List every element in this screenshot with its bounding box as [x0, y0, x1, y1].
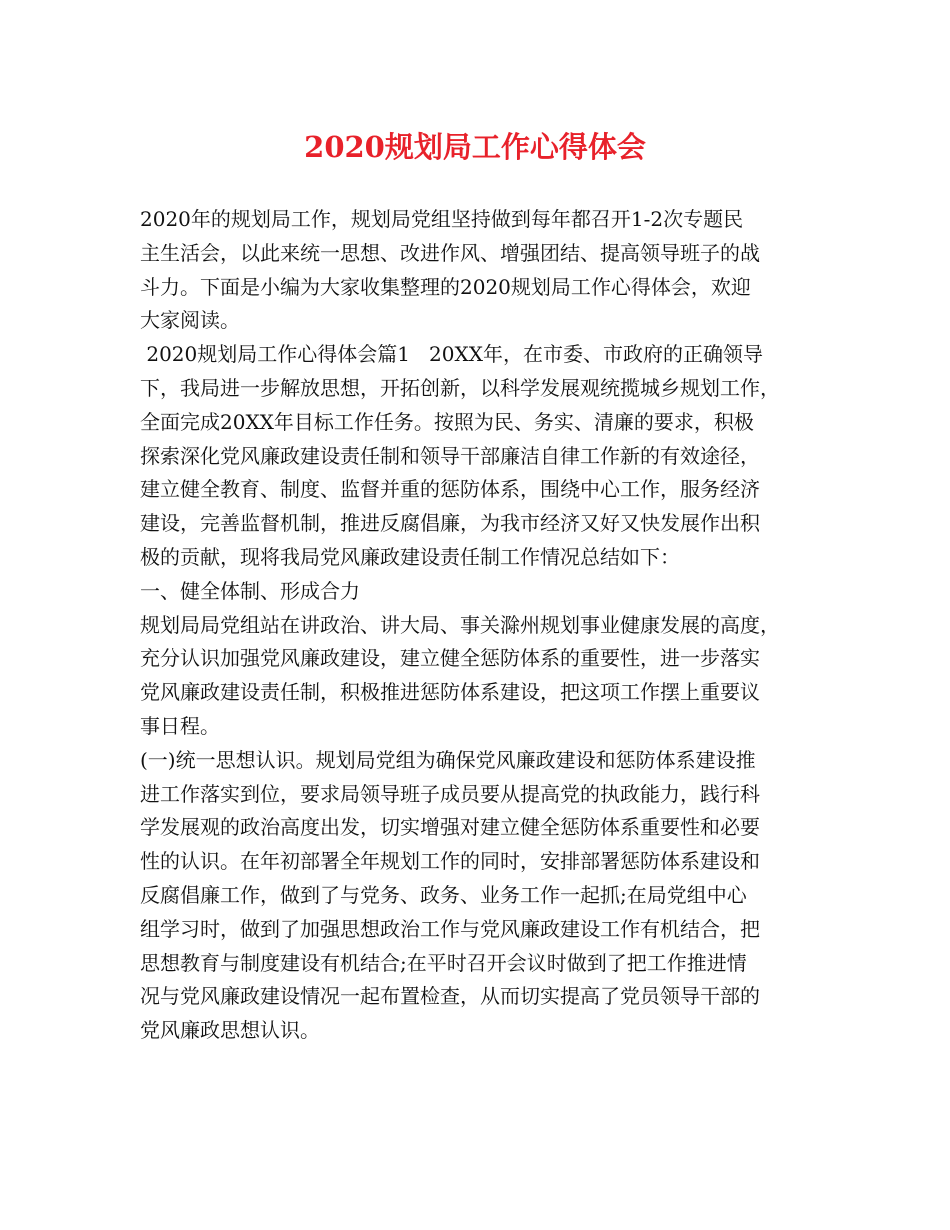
text-line: 况与党风廉政建设情况一起布置检查，从而切实提高了党员领导干部的: [140, 984, 760, 1009]
document-body: [140, 203, 830, 1048]
text-line: 斗力。下面是小编为大家收集整理的2020规划局工作心得体会，欢迎: [140, 274, 751, 299]
text-line: 党风廉政思想认识。: [140, 1018, 320, 1043]
section-heading: 一、健全体制、形成合力: [140, 578, 360, 603]
text-line: 反腐倡廉工作，做到了与党务、政务、业务工作一起抓;在局党组中心: [140, 882, 747, 907]
text-line: 充分认识加强党风廉政建设，建立健全惩防体系的重要性，进一步落实: [140, 646, 760, 671]
text-line: 极的贡献，现将我局党风廉政建设责任制工作情况总结如下：: [140, 544, 680, 569]
text-line: 事日程。: [140, 713, 220, 738]
text-line: 思想教育与制度建设有机结合;在平时召开会议时做到了把工作推进情: [140, 950, 747, 975]
text-line: (一)统一思想认识。规划局党组为确保党风廉政建设和惩防体系建设推: [140, 747, 756, 772]
text-line: 学发展观的政治高度出发，切实增强对建立健全惩防体系重要性和必要: [140, 815, 760, 840]
text-line: 2020规划局工作心得体会篇1 20XX年，在市委、市政府的正确领导: [140, 342, 763, 367]
text-line: 2020年的规划局工作，规划局党组坚持做到每年都召开1-2次专题民: [140, 207, 744, 231]
text-line: 性的认识。在年初部署全年规划工作的同时，安排部署惩防体系建设和: [140, 849, 760, 874]
text-line: 下，我局进一步解放思想，开拓创新，以科学发展观统揽城乡规划工作，: [140, 375, 780, 400]
text-line: 主生活会，以此来统一思想、改进作风、增强团结、提高领导班子的战: [140, 240, 760, 265]
text-line: 建设，完善监督机制，推进反腐倡廉，为我市经济又好又快发展作出积: [140, 511, 760, 536]
text-line: 进工作落实到位，要求局领导班子成员要从提高党的执政能力，践行科: [140, 781, 760, 806]
text-line: 建立健全教育、制度、监督并重的惩防体系，围绕中心工作，服务经济: [140, 477, 760, 502]
text-line: 党风廉政建设责任制，积极推进惩防体系建设，把这项工作摆上重要议: [140, 680, 760, 705]
document-title: 2020规划局工作心得体会: [304, 130, 646, 164]
text-line: 大家阅读。: [140, 308, 240, 333]
text-line: 组学习时，做到了加强思想政治工作与党风廉政建设工作有机结合，把: [140, 916, 760, 941]
text-line: 规划局局党组站在讲政治、讲大局、事关滁州规划事业健康发展的高度，: [140, 612, 780, 637]
text-line: 全面完成20XX年目标工作任务。按照为民、务实、清廉的要求，积极: [140, 409, 754, 434]
text-line: 探索深化党风廉政建设责任制和领导干部廉洁自律工作新的有效途径，: [140, 443, 760, 468]
